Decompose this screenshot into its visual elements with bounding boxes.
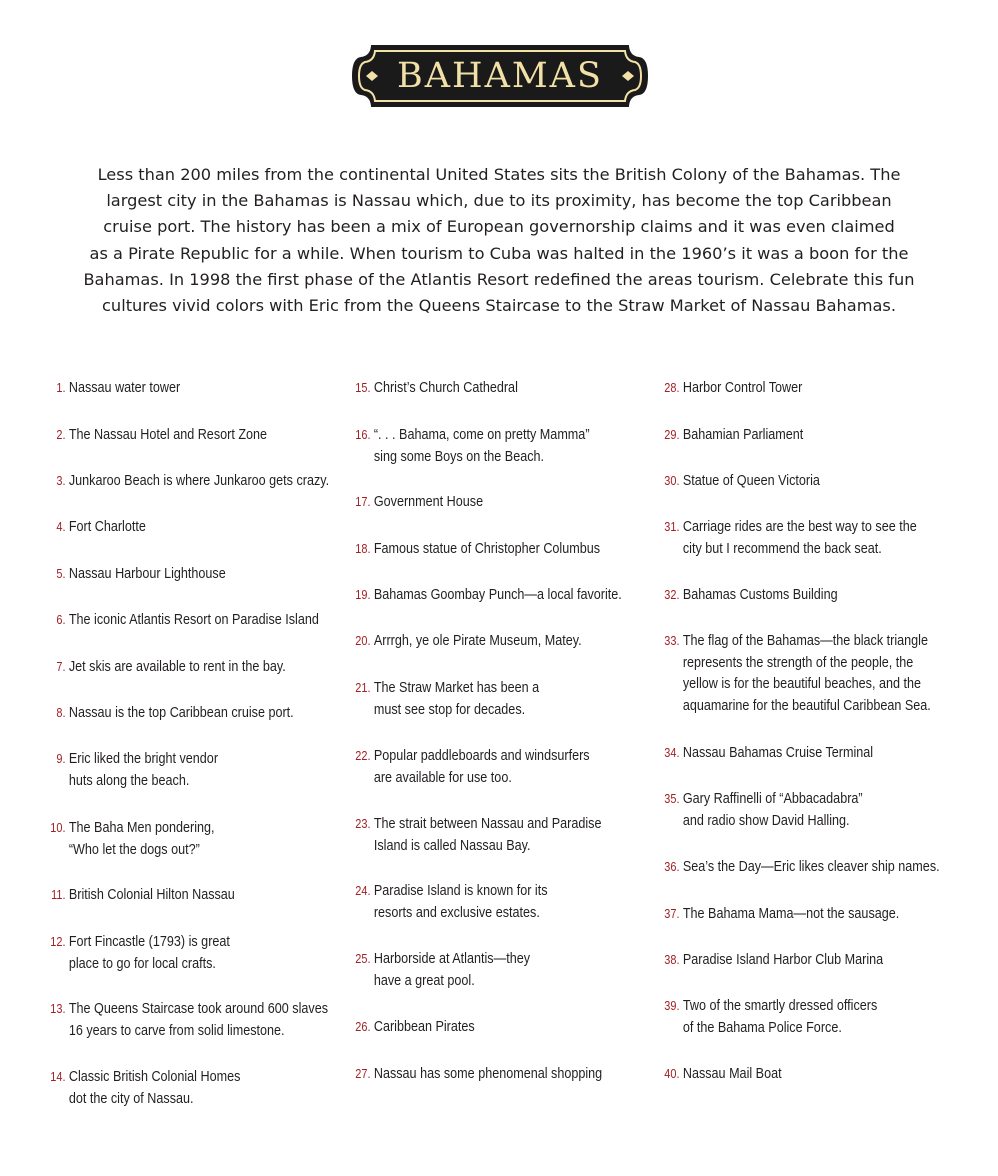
item-number: 20. bbox=[355, 633, 371, 648]
item-number: 5. bbox=[56, 566, 66, 581]
item-number: 21. bbox=[355, 680, 371, 695]
item-text: Nassau Mail Boat bbox=[682, 1065, 782, 1082]
item-number: 9. bbox=[56, 751, 66, 766]
item-text: The Nassau Hotel and Resort Zone bbox=[68, 426, 268, 443]
item-number: 22. bbox=[355, 748, 371, 763]
item-number: 10. bbox=[50, 820, 66, 835]
item-text: Harbor Control Tower bbox=[682, 379, 803, 396]
item-text: Government House bbox=[373, 493, 484, 510]
item-number: 32. bbox=[664, 587, 680, 602]
item-number: 7. bbox=[56, 659, 66, 674]
page-title: BAHAMAS bbox=[397, 56, 603, 96]
item-number: 37. bbox=[664, 906, 680, 921]
item-text: sing some Boys on the Beach. bbox=[373, 447, 545, 465]
item-text: Classic British Colonial Homes bbox=[68, 1068, 241, 1085]
item-number: 14. bbox=[50, 1069, 66, 1084]
item-text: Island is called Nassau Bay. bbox=[373, 836, 531, 854]
intro-line: Bahamas. In 1998 the first phase of the Atlantis Resort redefined the areas tourism. Celebrate this fun bbox=[83, 269, 915, 289]
item-number: 29. bbox=[664, 427, 680, 442]
item-text: “. . . Bahama, come on pretty Mamma” bbox=[373, 426, 590, 443]
item-number: 34. bbox=[664, 745, 680, 760]
item-number: 2. bbox=[56, 427, 66, 442]
item-text: Carriage rides are the best way to see the bbox=[682, 518, 917, 535]
intro-paragraph bbox=[70, 162, 928, 319]
item-number: 3. bbox=[56, 473, 66, 488]
item-number: 39. bbox=[664, 998, 680, 1013]
item-number: 35. bbox=[664, 791, 680, 806]
item-text: aquamarine for the beautiful Caribbean Sea. bbox=[682, 696, 931, 714]
item-number: 17. bbox=[355, 494, 371, 509]
item-number: 24. bbox=[355, 883, 371, 898]
item-text: Junkaroo Beach is where Junkaroo gets crazy. bbox=[68, 472, 330, 489]
item-number: 19. bbox=[355, 587, 371, 602]
item-text: Bahamian Parliament bbox=[682, 426, 804, 443]
item-number: 40. bbox=[664, 1066, 680, 1081]
item-text: Nassau Harbour Lighthouse bbox=[68, 565, 226, 582]
item-text: The strait between Nassau and Paradise bbox=[373, 815, 602, 832]
item-text: Jet skis are available to rent in the bay. bbox=[68, 658, 286, 675]
item-text: Fort Charlotte bbox=[68, 518, 146, 535]
item-text: Fort Fincastle (1793) is great bbox=[68, 933, 230, 950]
item-number: 23. bbox=[355, 816, 371, 831]
item-text: The Queens Staircase took around 600 slaves bbox=[68, 1000, 329, 1017]
item-text: The Bahama Mama—not the sausage. bbox=[682, 905, 900, 922]
item-text: are available for use too. bbox=[373, 768, 512, 786]
item-number: 13. bbox=[50, 1001, 66, 1016]
item-text: Gary Raffinelli of “Abbacadabra” bbox=[682, 790, 863, 807]
item-text: Arrrgh, ye ole Pirate Museum, Matey. bbox=[373, 632, 582, 649]
item-text: represents the strength of the people, the bbox=[682, 653, 914, 671]
item-text: “Who let the dogs out?” bbox=[68, 840, 200, 858]
item-text: city but I recommend the back seat. bbox=[682, 539, 882, 557]
intro-line: cruise port. The history has been a mix of European governorship claims and it was even claimed bbox=[103, 217, 895, 237]
item-text: The iconic Atlantis Resort on Paradise Island bbox=[68, 611, 319, 628]
item-text: Sea’s the Day—Eric likes cleaver ship names. bbox=[682, 858, 940, 875]
item-text: Nassau Bahamas Cruise Terminal bbox=[682, 744, 874, 761]
item-number: 18. bbox=[355, 541, 371, 556]
item-number: 36. bbox=[664, 859, 680, 874]
item-number: 30. bbox=[664, 473, 680, 488]
item-text: place to go for local crafts. bbox=[68, 954, 216, 972]
item-number: 33. bbox=[664, 633, 680, 648]
item-text: Paradise Island is known for its bbox=[373, 882, 548, 899]
intro-line: Less than 200 miles from the continental United States sits the British Colony of the Bahamas. The bbox=[97, 165, 901, 184]
item-text: Popular paddleboards and windsurfers bbox=[373, 747, 590, 764]
item-text: resorts and exclusive estates. bbox=[373, 903, 540, 921]
item-number: 28. bbox=[664, 380, 680, 395]
item-number: 8. bbox=[56, 705, 66, 720]
item-text: The Baha Men pondering, bbox=[68, 819, 215, 836]
item-text: Paradise Island Harbor Club Marina bbox=[682, 951, 884, 968]
item-text: Nassau has some phenomenal shopping bbox=[373, 1065, 603, 1082]
item-text: Christ’s Church Cathedral bbox=[373, 379, 518, 396]
item-text: huts along the beach. bbox=[68, 771, 190, 789]
item-text: The Straw Market has been a bbox=[373, 679, 540, 696]
item-text: Statue of Queen Victoria bbox=[682, 472, 820, 489]
item-number: 16. bbox=[355, 427, 371, 442]
item-text: and radio show David Halling. bbox=[682, 811, 850, 829]
item-number: 38. bbox=[664, 952, 680, 967]
item-text: of the Bahama Police Force. bbox=[682, 1018, 842, 1036]
intro-line: cultures vivid colors with Eric from the Queens Staircase to the Straw Market of Nassau Bahamas. bbox=[102, 296, 896, 316]
item-number: 15. bbox=[355, 380, 371, 395]
item-text: British Colonial Hilton Nassau bbox=[68, 886, 235, 903]
intro-line: as a Pirate Republic for a while. When tourism to Cuba was halted in the 1960’s it was a boon for the bbox=[89, 243, 909, 263]
item-text: 16 years to carve from solid limestone. bbox=[68, 1021, 285, 1039]
item-number: 31. bbox=[664, 519, 680, 534]
item-number: 26. bbox=[355, 1019, 371, 1034]
item-text: Caribbean Pirates bbox=[373, 1018, 475, 1035]
item-text: yellow is for the beautiful beaches, and the bbox=[682, 675, 921, 692]
item-number: 1. bbox=[56, 380, 66, 395]
item-number: 6. bbox=[56, 612, 66, 627]
item-text: The flag of the Bahamas—the black triangle bbox=[682, 632, 928, 649]
item-text: Nassau water tower bbox=[68, 379, 181, 396]
title-badge bbox=[352, 45, 648, 107]
item-text: Nassau is the top Caribbean cruise port. bbox=[68, 704, 294, 721]
item-number: 11. bbox=[51, 887, 66, 902]
item-text: Eric liked the bright vendor bbox=[68, 750, 219, 767]
intro-line: largest city in the Bahamas is Nassau which, due to its proximity, has become the top Caribbean bbox=[106, 191, 892, 211]
item-number: 27. bbox=[355, 1066, 371, 1081]
item-number: 25. bbox=[355, 951, 371, 966]
item-text: dot the city of Nassau. bbox=[68, 1089, 194, 1107]
item-text: must see stop for decades. bbox=[373, 700, 526, 718]
item-text: have a great pool. bbox=[373, 971, 475, 989]
item-text: Harborside at Atlantis—they bbox=[373, 950, 531, 967]
item-text: Two of the smartly dressed officers bbox=[682, 997, 878, 1014]
item-text: Famous statue of Christopher Columbus bbox=[373, 540, 601, 557]
item-text: Bahamas Goombay Punch—a local favorite. bbox=[373, 586, 622, 603]
item-number: 12. bbox=[50, 934, 66, 949]
item-number: 4. bbox=[56, 519, 66, 534]
item-text: Bahamas Customs Building bbox=[682, 586, 838, 603]
